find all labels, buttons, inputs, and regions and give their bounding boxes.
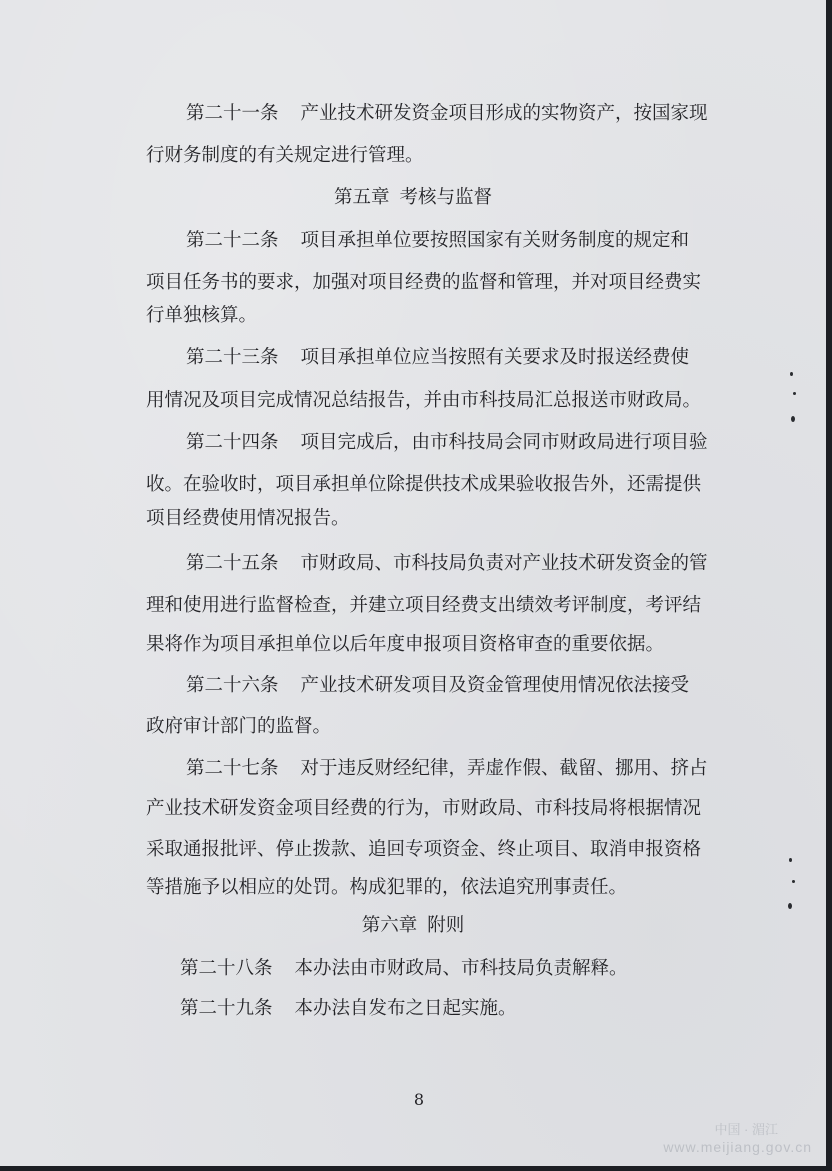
watermark-site-name: 中国 · 湄江 xyxy=(714,1122,778,1137)
scan-speck xyxy=(789,858,792,862)
chapter-5-title: 考核与监督 xyxy=(399,187,493,208)
article-28-number: 第二十八条 xyxy=(180,958,273,979)
article-21-line-1 xyxy=(186,102,708,126)
article-21-line-2: 行财务制度的有关规定进行管理。 xyxy=(146,145,424,166)
article-27-line-3: 采取通报批评、停止拨款、追回专项资金、终止项目、取消申报资格 xyxy=(146,839,702,860)
scan-speck xyxy=(791,416,795,422)
article-29-line-1 xyxy=(180,997,517,1021)
chapter-6-heading xyxy=(0,914,826,938)
article-25-line-2: 理和使用进行监督检查，并建立项目经费支出绩效考评制度，考评结 xyxy=(146,595,702,616)
article-26-line-2: 政府审计部门的监督。 xyxy=(146,716,332,737)
article-21-number: 第二十一条 xyxy=(186,103,279,124)
article-27-line-2: 产业技术研发资金项目经费的行为，市财政局、市科技局将根据情况 xyxy=(146,798,702,819)
article-28-text: 本办法由市财政局、市科技局负责解释。 xyxy=(294,958,628,979)
article-26-line-1 xyxy=(186,674,689,698)
scan-speck xyxy=(792,880,795,883)
article-21-text: 产业技术研发资金项目形成的实物资产，按国家现 xyxy=(300,103,708,124)
article-27-number: 第二十七条 xyxy=(186,758,279,779)
article-24-line-3: 项目经费使用情况报告。 xyxy=(146,508,350,529)
page-number: 8 xyxy=(413,1090,425,1109)
article-24-text: 项目完成后，由市科技局会同市财政局进行项目验 xyxy=(300,432,708,453)
article-26-number: 第二十六条 xyxy=(186,675,279,696)
article-22-line-1 xyxy=(186,229,689,253)
article-29-text: 本办法自发布之日起实施。 xyxy=(294,998,517,1019)
article-22-text: 项目承担单位要按照国家有关财务制度的规定和 xyxy=(300,230,690,251)
chapter-5-number: 第五章 xyxy=(333,187,390,208)
article-23-line-1 xyxy=(186,346,689,370)
article-23-number: 第二十三条 xyxy=(186,347,279,368)
article-27-line-1 xyxy=(186,757,708,781)
article-27-text: 对于违反财经纪律，弄虚作假、截留、挪用、挤占 xyxy=(300,758,708,779)
scan-speck xyxy=(788,903,792,909)
article-27-line-4: 等措施予以相应的处罚。构成犯罪的，依法追究刑事责任。 xyxy=(146,877,628,898)
article-28-line-1 xyxy=(180,957,628,981)
article-22-line-2: 项目任务书的要求，加强对项目经费的监督和管理，并对项目经费实 xyxy=(146,272,702,293)
chapter-5-heading xyxy=(0,186,826,210)
article-24-line-2: 收。在验收时，项目承担单位除提供技术成果验收报告外，还需提供 xyxy=(146,474,702,495)
chapter-6-title: 附则 xyxy=(427,915,465,936)
article-23-text: 项目承担单位应当按照有关要求及时报送经费使 xyxy=(300,347,690,368)
article-25-number: 第二十五条 xyxy=(186,553,279,574)
article-22-line-3: 行单独核算。 xyxy=(146,305,258,326)
article-25-line-3: 果将作为项目承担单位以后年度申报项目资格审查的重要依据。 xyxy=(146,634,665,655)
scan-speck xyxy=(793,392,796,395)
article-24-line-1 xyxy=(186,431,708,455)
article-24-number: 第二十四条 xyxy=(186,432,279,453)
article-26-text: 产业技术研发项目及资金管理使用情况依法接受 xyxy=(300,675,690,696)
article-25-line-1 xyxy=(186,552,708,576)
article-22-number: 第二十二条 xyxy=(186,230,279,251)
site-watermark xyxy=(663,1122,812,1156)
scan-speck xyxy=(790,372,793,376)
article-23-line-2: 用情况及项目完成情况总结报告，并由市科技局汇总报送市财政局。 xyxy=(146,390,702,411)
article-25-text: 市财政局、市科技局负责对产业技术研发资金的管 xyxy=(300,553,708,574)
chapter-6-number: 第六章 xyxy=(361,915,418,936)
watermark-url: www.meijiang.gov.cn xyxy=(663,1139,812,1155)
article-29-number: 第二十九条 xyxy=(180,998,273,1019)
